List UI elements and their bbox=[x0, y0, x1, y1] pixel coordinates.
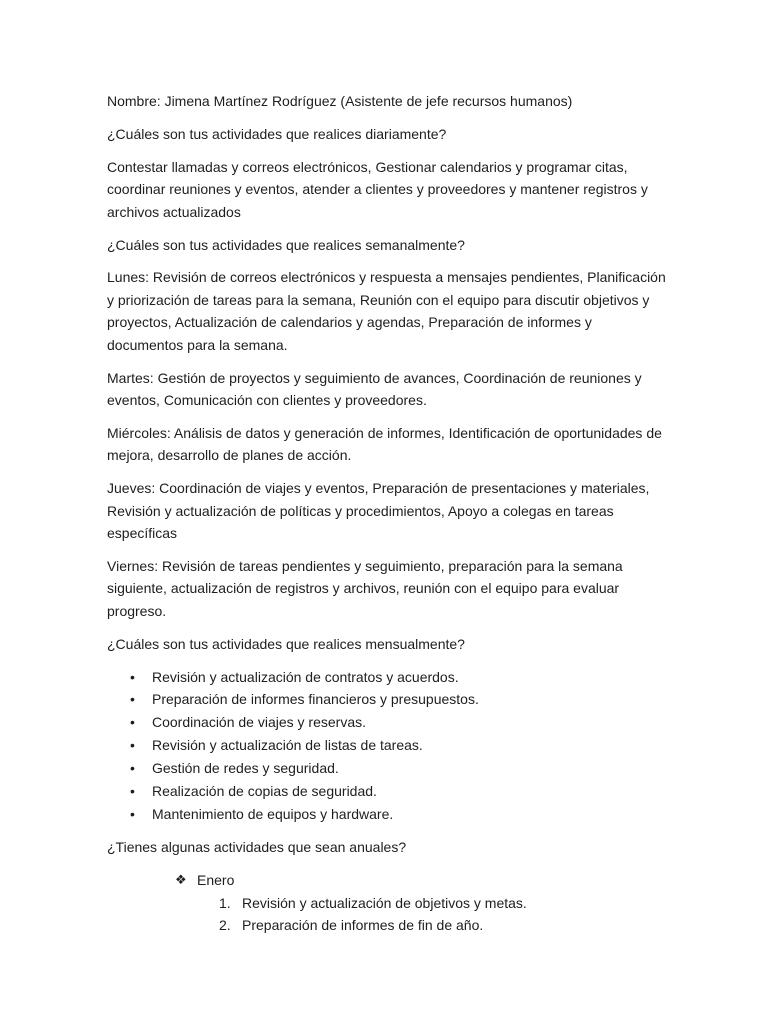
question-weekly: ¿Cuáles son tus actividades que realices semanalmente? bbox=[107, 236, 465, 253]
document-page bbox=[107, 90, 667, 937]
bullet-icon: • bbox=[130, 668, 135, 685]
list-item: • Revisión y actualización de contratos y acuerdos. bbox=[107, 666, 667, 689]
month-label: Enero bbox=[197, 872, 235, 889]
monthly-list bbox=[107, 666, 667, 826]
list-item: • Preparación de informes financieros y presupuestos. bbox=[107, 688, 667, 711]
list-item-text: Preparación de informes de fin de año. bbox=[242, 917, 484, 934]
question-annual: ¿Tienes algunas actividades que sean anuales? bbox=[107, 839, 407, 856]
answer-daily: Contestar llamadas y correos electrónicos, Gestionar calendarios y programar citas, coordinar reuniones y eventos, atender a clientes y proveedores y mantener registros y archivos actualizados bbox=[107, 158, 648, 220]
weekly-tuesday: Martes: Gestión de proyectos y seguimiento de avances, Coordinación de reuniones y eventos, Comunicación con clientes y proveedores. bbox=[107, 369, 642, 408]
weekly-friday: Viernes: Revisión de tareas pendientes y seguimiento, preparación para la semana siguiente, actualización de registros y archivos, reunión con el equipo para evaluar progreso. bbox=[107, 557, 623, 619]
list-number: 2. bbox=[219, 917, 231, 934]
annual-month-item bbox=[107, 869, 667, 891]
bullet-icon: • bbox=[130, 760, 135, 777]
question-monthly: ¿Cuáles son tus actividades que realices mensualmente? bbox=[107, 635, 465, 652]
list-item: • Coordinación de viajes y reservas. bbox=[107, 711, 667, 734]
list-number: 1. bbox=[219, 894, 231, 911]
weekly-wednesday: Miércoles: Análisis de datos y generación de informes, Identificación de oportunidades de mejora, desarrollo de planes de acción. bbox=[107, 424, 662, 464]
bullet-icon: • bbox=[130, 805, 135, 822]
bullet-icon: • bbox=[130, 691, 135, 708]
bullet-icon: • bbox=[130, 783, 135, 800]
employee-name: Nombre: Jimena Martínez Rodríguez (Asistente de jefe recursos humanos) bbox=[107, 93, 573, 109]
list-item: • Revisión y actualización de listas de tareas. bbox=[107, 734, 667, 757]
list-item bbox=[107, 892, 667, 914]
list-item bbox=[107, 914, 667, 936]
question-daily: ¿Cuáles son tus actividades que realices diariamente? bbox=[107, 125, 447, 142]
bullet-icon: • bbox=[130, 737, 135, 754]
weekly-monday: Lunes: Revisión de correos electrónicos y respuesta a mensajes pendientes, Planificación y priorización de tareas para la semana, Reunión con el equipo para discutir objetivos y proyectos, Actualización de calendarios y agendas, Preparación de informes y documentos para la semana. bbox=[107, 269, 666, 353]
bullet-icon: • bbox=[130, 714, 135, 731]
weekly-thursday: Jueves: Coordinación de viajes y eventos, Preparación de presentaciones y materiales, Revisión y actualización de políticas y procedimientos, Apoyo a colegas en tareas específicas bbox=[107, 480, 650, 541]
diamond-dots-icon: ❖ bbox=[175, 872, 187, 888]
list-item: • Realización de copias de seguridad. bbox=[107, 780, 667, 803]
list-item: • Mantenimiento de equipos y hardware. bbox=[107, 803, 667, 826]
list-item: • Gestión de redes y seguridad. bbox=[107, 757, 667, 780]
list-item-text: Revisión y actualización de objetivos y metas. bbox=[242, 894, 527, 911]
annual-numbered-list bbox=[107, 892, 667, 937]
